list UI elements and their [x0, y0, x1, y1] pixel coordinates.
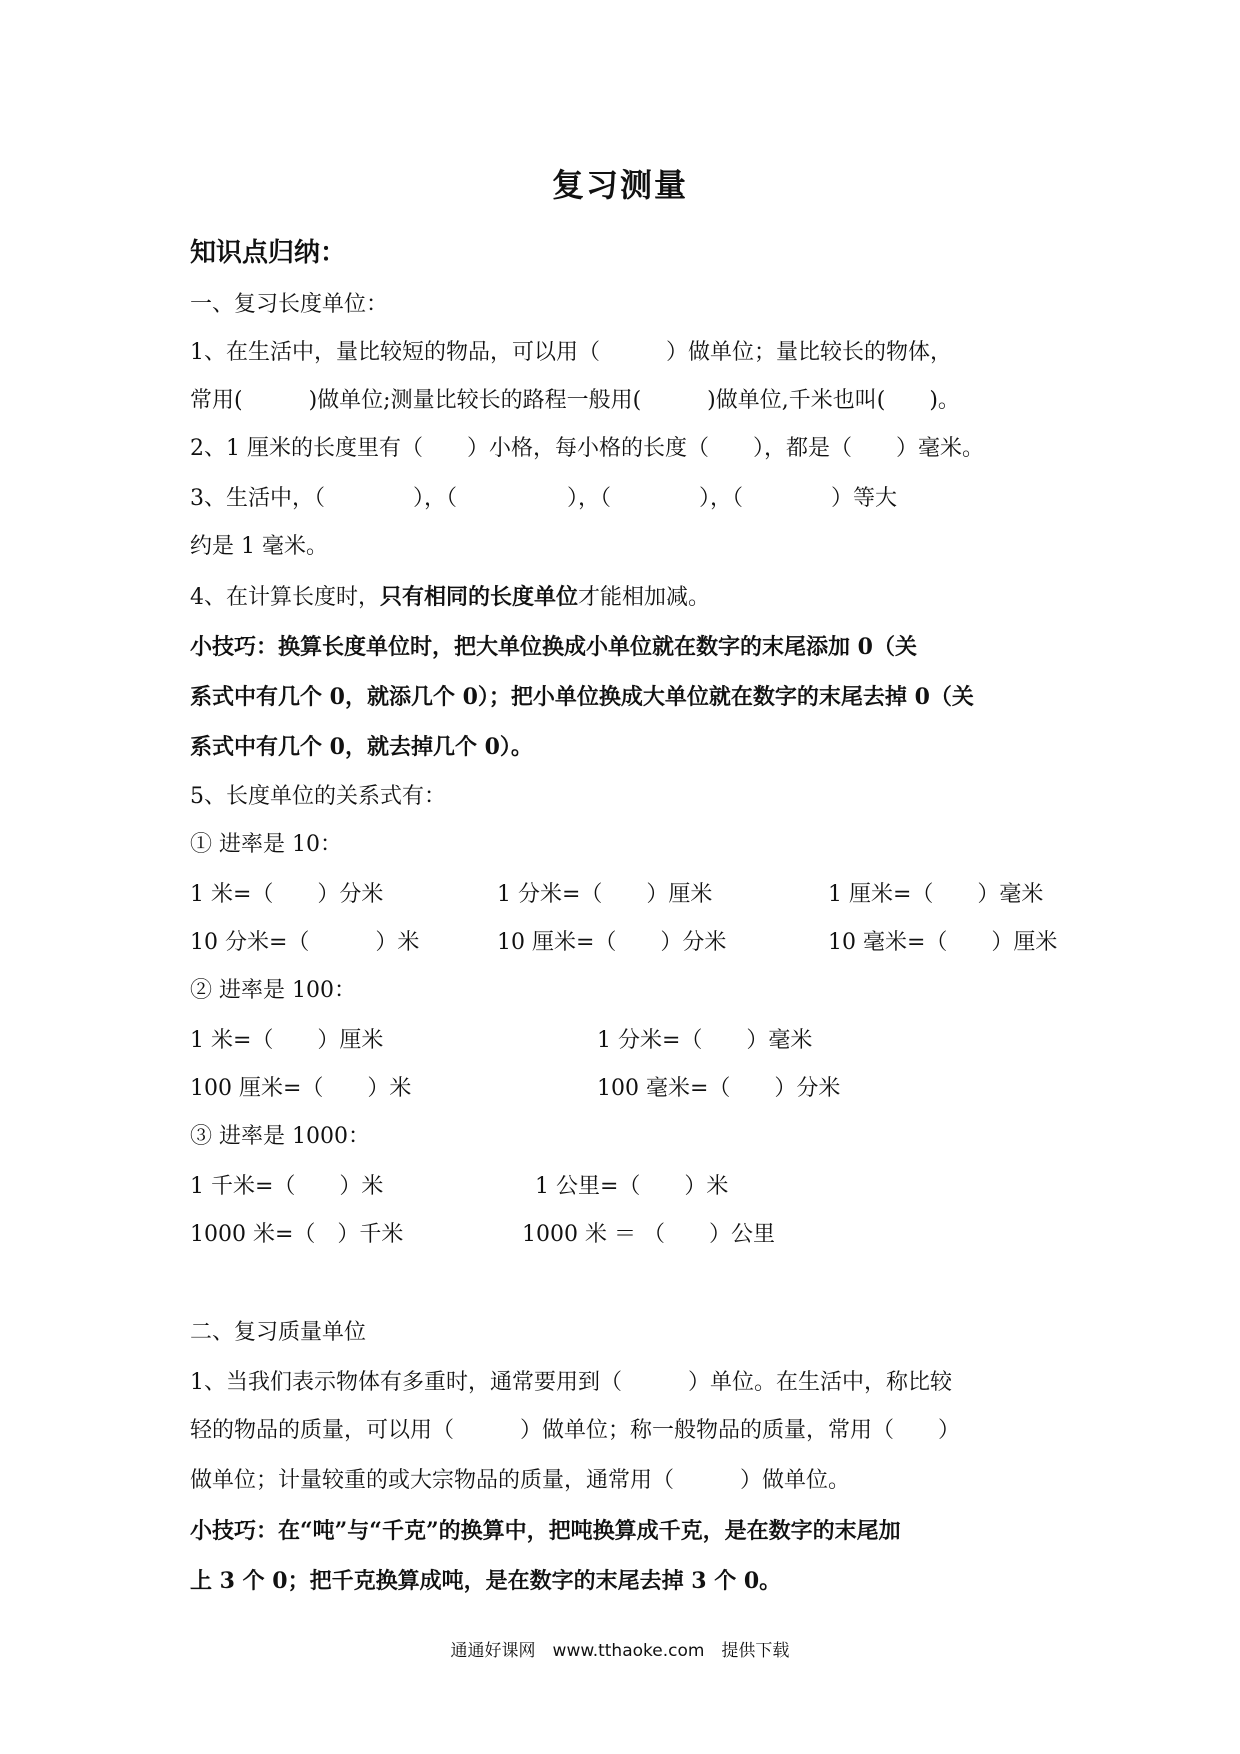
relation-item: 1 分米=（ ）厘米 — [497, 882, 713, 907]
relation-item: 10 厘米=（ ）分米 — [497, 930, 727, 955]
relation-item: 1 米=（ ）厘米 — [190, 1028, 384, 1053]
question-4 — [190, 582, 710, 613]
relation-item: 1000 米=（ ）千米 — [190, 1222, 404, 1247]
footer: 通通好课网 www.tthaoke.com 提供下载 — [450, 1641, 790, 1661]
question-3-line-2: 约是 1 毫米。 — [190, 534, 328, 559]
relation-item: 10 毫米=（ ）厘米 — [828, 930, 1058, 955]
relation-item: 1 公里=（ ）米 — [535, 1174, 729, 1199]
question-1-line-2: 常用( )做单位;测量比较长的路程一般用( )做单位,千米也叫( )。 — [190, 388, 960, 413]
question-3-line-1: 3、生活中，（ ），（ ），（ ），（ ）等大 — [190, 486, 897, 511]
mass-question-line-1: 1、当我们表示物体有多重时，通常要用到（ ）单位。在生活中，称比较 — [190, 1370, 952, 1395]
relation-item: 10 分米=（ ）米 — [190, 930, 420, 955]
question-4-bold: 只有相同的长度单位 — [380, 584, 579, 610]
tip-2-line-2: 上 3 个 0；把千克换算成吨，是在数字的末尾去掉 3 个 0。 — [190, 1568, 782, 1594]
tip-1-line-1: 小技巧：换算长度单位时，把大单位换成小单位就在数字的末尾添加 0（关 — [190, 634, 917, 660]
relation-item: 1 千米=（ ）米 — [190, 1174, 384, 1199]
question-4-pre: 4、在计算长度时， — [190, 585, 380, 610]
relation-item: 100 厘米=（ ）米 — [190, 1076, 412, 1101]
rate-100-label: ② 进率是 100： — [190, 978, 356, 1003]
question-5: 5、长度单位的关系式有： — [190, 784, 446, 809]
rate-1000-label: ③ 进率是 1000： — [190, 1124, 370, 1149]
relation-item: 1 米=（ ）分米 — [190, 882, 384, 907]
mass-question-line-3: 做单位；计量较重的或大宗物品的质量，通常用（ ）做单位。 — [190, 1468, 851, 1493]
rate-10-label: ① 进率是 10： — [190, 832, 342, 857]
page-title: 复习测量 — [551, 166, 688, 204]
tip-1-line-3: 系式中有几个 0，就去掉几个 0）。 — [190, 734, 533, 760]
section2-title: 二、复习质量单位 — [190, 1320, 367, 1345]
mass-question-line-2: 轻的物品的质量，可以用（ ）做单位；称一般物品的质量，常用（ ） — [190, 1418, 961, 1443]
tip-1-line-2: 系式中有几个 0，就添几个 0）；把小单位换成大单位就在数字的末尾去掉 0（关 — [190, 684, 974, 710]
section-heading: 知识点归纳： — [190, 238, 347, 268]
tip-2-line-1: 小技巧：在“吨”与“千克”的换算中，把吨换算成千克，是在数字的末尾加 — [190, 1518, 901, 1544]
question-2: 2、1 厘米的长度里有（ ）小格，每小格的长度（ ），都是（ ）毫米。 — [190, 436, 984, 461]
section1-title: 一、复习长度单位： — [190, 292, 389, 317]
relation-item: 1 分米=（ ）毫米 — [597, 1028, 813, 1053]
relation-item: 1 厘米=（ ）毫米 — [828, 882, 1044, 907]
relation-item: 100 毫米=（ ）分米 — [597, 1076, 841, 1101]
relation-item: 1000 米 ＝ （ ）公里 — [522, 1222, 775, 1247]
question-1-line-1: 1、在生活中，量比较短的物品，可以用（ ）做单位；量比较长的物体， — [190, 340, 952, 365]
question-4-post: 才能相加减。 — [578, 585, 711, 610]
